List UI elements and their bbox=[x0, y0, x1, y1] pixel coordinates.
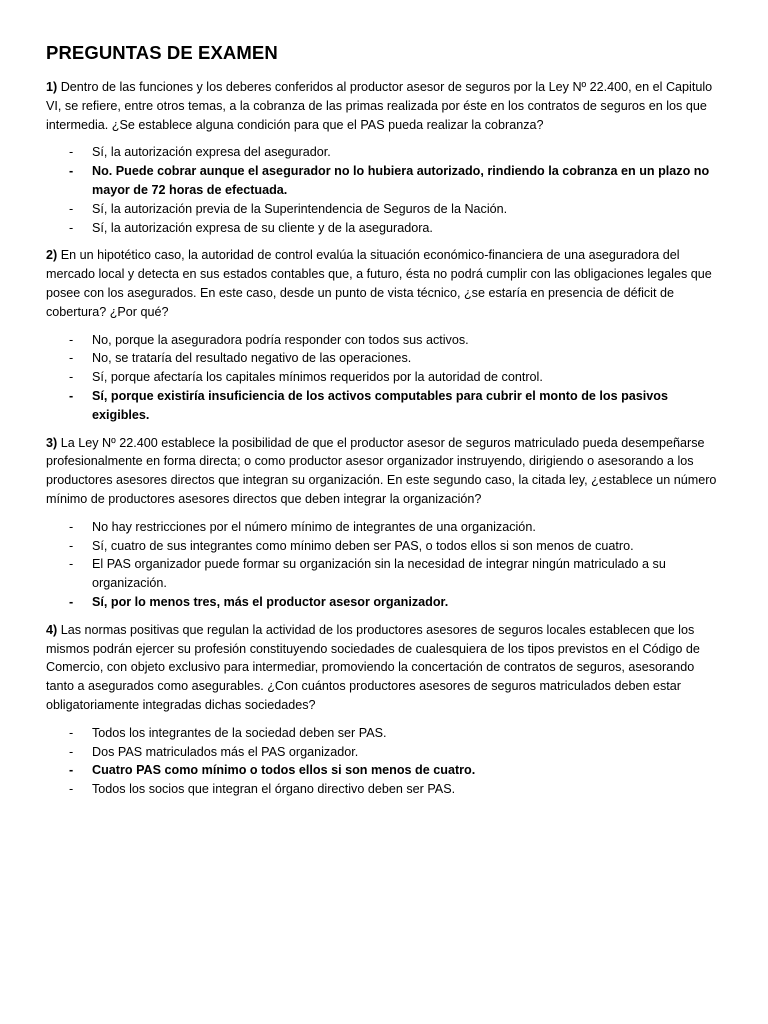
question-body: La Ley Nº 22.400 establece la posibilidad de que el productor asesor de seguros matriculado pueda desempeñarse profesionalmente en forma directa; o como productor asesor organizador instruyendo, dirigiendo o asesorando a los productores asesores directos que integran su organización. En este segundo caso, la citada ley, ¿establece un número mínimo de productores asesores directos que deben integrar la organización? bbox=[46, 435, 717, 506]
question-body: Dentro de las funciones y los deberes conferidos al productor asesor de seguros por la Ley Nº 22.400, en el Capitulo VI, se refiere, entre otros temas, a la cobranza de las primas realizada por éste en los contratos de seguros en los que intermedia. ¿Se establece alguna condición para que el PAS pueda realizar la cobranza? bbox=[46, 80, 713, 132]
answer-option bbox=[46, 219, 718, 238]
answer-options bbox=[46, 143, 718, 237]
question-text bbox=[46, 621, 718, 715]
option-text: Sí, la autorización previa de la Superintendencia de Seguros de la Nación. bbox=[92, 201, 508, 216]
answer-options bbox=[46, 518, 718, 612]
answer-option-correct bbox=[46, 387, 718, 425]
option-dash: - bbox=[69, 220, 74, 235]
answer-option-correct bbox=[46, 162, 718, 200]
option-dash: - bbox=[69, 557, 74, 572]
option-text: Sí, la autorización expresa de su cliente y de la aseguradora. bbox=[92, 220, 433, 235]
answer-option bbox=[46, 518, 718, 537]
page-title: PREGUNTAS DE EXAMEN bbox=[46, 42, 278, 63]
question-body: En un hipotético caso, la autoridad de control evalúa la situación económico-financiera de una aseguradora del mercado local y detecta en sus estados contables que, a futuro, ésta no podrá cumplir con las obligaciones legales que posee con los asegurados. En este caso, desde un punto de vista técnico, ¿se estaría en presencia de déficit de cobertura? ¿Por qué? bbox=[46, 248, 712, 319]
option-dash: - bbox=[69, 388, 74, 403]
question-body: Las normas positivas que regulan la actividad de los productores asesores de seguros locales establecen que los mismos podrán ejercer su profesión constituyendo sociedades de cualesquiera de los tipos previstos en el Código de Comercio, con objeto exclusivo para intermediar, promoviendo la concertación de contratos de seguros, asesorando tanto a asegurados como asegurables. ¿Con cuántos productores asesores de seguros matriculados deben estar obligatoriamente integradas dichas sociedades? bbox=[46, 622, 700, 712]
answer-option bbox=[46, 780, 718, 799]
option-dash: - bbox=[69, 164, 74, 179]
answer-options bbox=[46, 331, 718, 425]
option-dash: - bbox=[69, 538, 74, 553]
question-2 bbox=[46, 246, 718, 424]
answer-option bbox=[46, 331, 718, 350]
option-text: Sí, por lo menos tres, más el productor asesor organizador. bbox=[92, 594, 449, 609]
option-dash: - bbox=[69, 370, 74, 385]
question-number: 3) bbox=[46, 435, 58, 450]
option-dash: - bbox=[69, 763, 74, 778]
option-text: Dos PAS matriculados más el PAS organizador. bbox=[92, 744, 359, 759]
question-number: 4) bbox=[46, 622, 58, 637]
answer-option bbox=[46, 724, 718, 743]
answer-options bbox=[46, 724, 718, 799]
question-1 bbox=[46, 78, 718, 237]
option-text: Sí, porque afectaría los capitales mínimos requeridos por la autoridad de control. bbox=[92, 370, 543, 385]
option-text: Sí, cuatro de sus integrantes como mínimo deben ser PAS, o todos ellos si son menos de cuatro. bbox=[92, 538, 634, 553]
question-text bbox=[46, 434, 718, 509]
option-text: Todos los integrantes de la sociedad deben ser PAS. bbox=[92, 725, 387, 740]
option-dash: - bbox=[69, 201, 74, 216]
option-dash: - bbox=[69, 725, 74, 740]
option-dash: - bbox=[69, 782, 74, 797]
answer-option bbox=[46, 537, 718, 556]
option-text: Todos los socios que integran el órgano directivo deben ser PAS. bbox=[92, 782, 456, 797]
question-text bbox=[46, 246, 718, 321]
option-text: Sí, porque existiría insuficiencia de los activos computables para cubrir el monto de los pasivos exigibles. bbox=[92, 388, 668, 422]
question-3 bbox=[46, 434, 718, 612]
option-dash: - bbox=[69, 332, 74, 347]
answer-option-correct bbox=[46, 761, 718, 780]
option-dash: - bbox=[69, 594, 74, 609]
question-number: 1) bbox=[46, 80, 58, 94]
option-dash: - bbox=[69, 744, 74, 759]
answer-option bbox=[46, 349, 718, 368]
answer-option bbox=[46, 743, 718, 762]
option-text: No, se trataría del resultado negativo de las operaciones. bbox=[92, 351, 412, 366]
answer-option-correct bbox=[46, 593, 718, 612]
option-text: No, porque la aseguradora podría responder con todos sus activos. bbox=[92, 332, 469, 347]
option-text: Cuatro PAS como mínimo o todos ellos si son menos de cuatro. bbox=[92, 763, 476, 778]
answer-option bbox=[46, 200, 718, 219]
option-text: Sí, la autorización expresa del asegurador. bbox=[92, 145, 331, 160]
answer-option bbox=[46, 368, 718, 387]
option-dash: - bbox=[69, 145, 74, 160]
answer-option bbox=[46, 143, 718, 162]
option-dash: - bbox=[69, 519, 74, 534]
option-dash: - bbox=[69, 351, 74, 366]
option-text: El PAS organizador puede formar su organización sin la necesidad de integrar ningún matriculado a su organización. bbox=[92, 557, 666, 591]
answer-option bbox=[46, 555, 718, 593]
question-number: 2) bbox=[46, 248, 58, 263]
question-text bbox=[46, 78, 718, 134]
question-4 bbox=[46, 621, 718, 799]
option-text: No hay restricciones por el número mínimo de integrantes de una organización. bbox=[92, 519, 536, 534]
option-text: No. Puede cobrar aunque el asegurador no lo hubiera autorizado, rindiendo la cobranza en un plazo no mayor de 72 horas de efectuada. bbox=[92, 164, 710, 197]
